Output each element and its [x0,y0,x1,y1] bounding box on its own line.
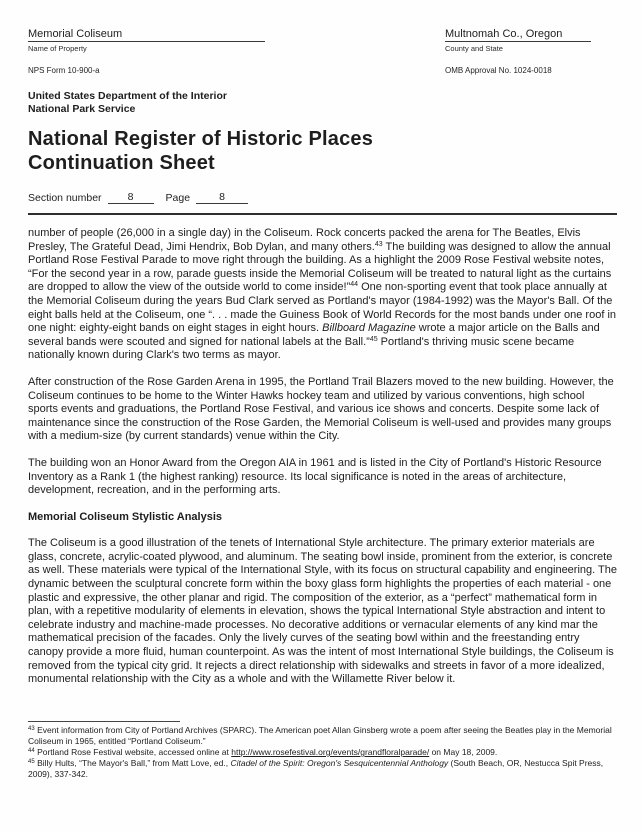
header-divider [28,213,617,215]
footnotes-section [28,721,617,780]
paragraph: number of people (26,000 in a single day) in the Coliseum. Rock concerts packed the arena for The Beatles, Elvis Presley, The Grateful Dead, Jimi Hendrix, Bob Dylan, and many others.$^{43}$ The building was designed to allow the annual Portland Rose Festival Parade to move right through the building. As a highlight the 2009 Rose Festival website notes, “For the second year in a row, parade guests inside the Memorial Coliseum will be treated to natural light as the curtains are dropped to allow the view of the outside world to come inside!”$^{44}$ One non-sporting event that took place annually at the Memorial Coliseum during the years Bud Clark served as Portland's mayor (1984-1992) was the Mayor's Ball. Of the eight balls held at the Coliseum, one “. . . made the Guiness Book of World Records for the most bands under one roof in one night: eighty-eight bands on eight stages in eight hours. Billboard Magazine wrote a major article on the Balls and several bands were scouted and signed for national labels at the Ball.”$^{45}$ Portland's thriving music scene became nationally known during Clark's two terms as mayor. [28,227,617,362]
property-name: Memorial Coliseum [28,28,265,42]
title-line-1: National Register of Historic Places [28,128,374,150]
property-label: Name of Property [28,44,87,53]
footnote: $^{44}$ Portland Rose Festival website, accessed online at http://www.rosefestival.org/events/grandfloralparade/ on May 18, 2009. [28,747,498,757]
nps-form-number: NPS Form 10-900-a [28,66,100,75]
body-content [28,227,617,687]
footnote-number: 45 [28,759,35,765]
county-state: Multnomah Co., Oregon [445,28,591,42]
footnote-number: 44 [28,748,35,754]
footnote-divider [28,721,180,722]
county-state-label: County and State [445,44,503,53]
header-top-row [28,24,617,53]
agency-line-2: National Park Service [28,102,136,115]
form-number-row [28,66,617,75]
section-number-value: 8 [108,191,154,204]
section-page-row [28,191,617,204]
agency-line-1: United States Department of the Interior [28,90,227,102]
page-number-value: 8 [196,191,248,204]
section-number-label: Section number [28,192,102,204]
url-link[interactable]: http://www.rosefestival.org/events/grandfloralparade/ [231,747,430,757]
footnote: $^{45}$ Billy Hults, “The Mayor's Ball,” from Matt Love, ed., Citadel of the Spirit: Oregon's Sesquicentennial Anthology (South Beach, OR, Nestucca Spit Press, 2009), 337-342. [28,758,604,779]
section-heading: Memorial Coliseum Stylistic Analysis [28,510,222,523]
footnote: $^{43}$ Event information from City of Portland Archives (SPARC). The American poet Allan Ginsberg wrote a poem after seeing the Beatles play in the Memorial Coliseum in 1965, entitled “Portland Coliseum.” [28,725,612,746]
omb-approval-number: OMB Approval No. 1024-0018 [445,66,552,75]
paragraph: The building won an Honor Award from the Oregon AIA in 1961 and is listed in the City of Portland's Historic Resource Inventory as a Rank 1 (the highest ranking) resource. Its local significance is noted in the areas of architecture, development, recreation, and in the performing arts. [28,456,602,497]
county-block [445,24,617,53]
footnotes-list [28,725,617,780]
document-title [28,128,617,175]
page-label: Page [165,192,191,204]
paragraph: After construction of the Rose Garden Arena in 1995, the Portland Trail Blazers moved to the new building. However, the Coliseum continues to be home to the Winter Hawks hockey team and utilized by various conventions, high school sports events and graduations, the Portland Rose Festival, and various ice shows and concerts. Despite some lack of maintenance since the construction of the Rose Garden, the Memorial Coliseum is well-used and provides many groups with a medium-size (by current standards) venue within the City. [28,375,614,443]
title-line-2: Continuation Sheet [28,151,215,174]
paragraph: The Coliseum is a good illustration of the tenets of International Style architecture. The primary exterior materials are glass, concrete, acrylic-coated plywood, and aluminum. The seating bowl inside, prominent from the exterior, is concrete as well. These materials were typical of the International Style, with its focus on structural capability and engineering. The dynamic between the sculptural concrete form within the boxy glass form highlights the properties of each material - one plastic and expressive, the other planar and rigid. The composition of the exterior, as a “perfect” mathematical form in plan, with a repetitive modularity of elements in elevation, shows the typical International Style abstraction and intent to celebrate industry and machine-made processes. No decorative additions or vernacular elements of any kind mar the mathematical precision of the facades. Only the lively curves of the seating bowl within and the freestanding entry canopy provide a more fluid, human counterpoint. As was the intent of most International Style buildings, the Coliseum is removed from the typical city grid. It rejects a direct relationship with sidewalks and streets in favor of a more idealized, monumental relationship with the City as a whole and with the Willamette River below it. [28,537,618,686]
agency-block [28,90,617,115]
property-block [28,24,445,53]
footnote-number: 43 [28,726,35,732]
